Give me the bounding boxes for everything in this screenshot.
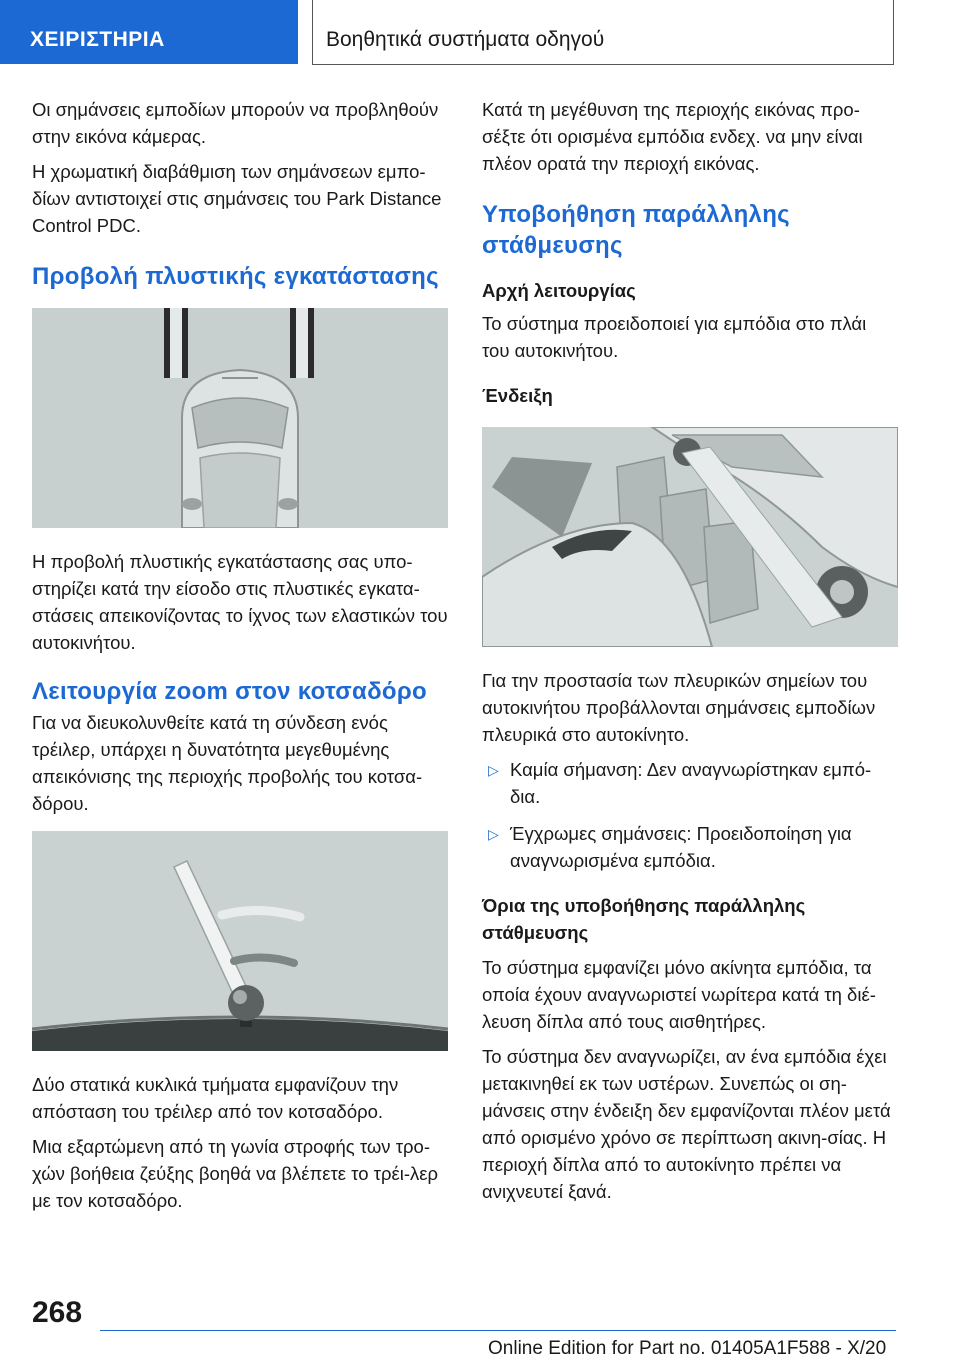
header-underline (312, 64, 894, 65)
header-divider-right (893, 0, 894, 64)
list-item (482, 756, 898, 810)
heading-car-wash-view: Προβολή πλυστικής εγκατάστασης (32, 263, 439, 290)
heading-limits: Όρια της υποβοήθησης παράλληλης στάθμευσης (482, 895, 806, 943)
paragraph-zoom-note: Κατά τη μεγέθυνση της περιοχής εικόνας προ-σέξτε ότι ορισμένα εμπόδια ενδεχ. να μην είναι πλέον ορατά την περιοχή εικόνας. (482, 99, 863, 174)
footer-edition: Online Edition for Part no. 01405A1F588 - X/20 (488, 1338, 887, 1359)
paragraph-hitch-zoom: Για να διευκολυνθείτε κατά τη σύνδεση ενός τρέιλερ, υπάρχει η δυνατότητα μεγεθυμένης απεικόνισης της περιοχής προβολής του κοτσα-δόρου. (32, 712, 423, 814)
paragraph-principle: Το σύστημα προειδοποιεί για εμπόδια στο πλάι του αυτοκινήτου. (482, 313, 867, 361)
parking-assist-image (482, 427, 898, 647)
car-wash-view-image (32, 308, 448, 528)
chapter-title: Βοηθητικά συστήματα οδηγού (326, 28, 605, 51)
page-header (0, 0, 960, 66)
section-tab: ΧΕΙΡΙΣΤΗΡΙΑ (0, 0, 298, 64)
paragraph-car-wash-view: Η προβολή πλυστικής εγκατάστασης σας υπο-στηρίζει κατά την είσοδο στις πλυστικές εγκατα-στάσεις απεικονίζοντας το ίχνος των ελαστικών του αυτοκινήτου. (32, 551, 448, 653)
hitch-zoom-image (32, 831, 448, 1051)
left-column (32, 96, 450, 1222)
bullet-list (482, 756, 898, 874)
right-column (482, 96, 898, 1213)
list-item (482, 820, 898, 874)
heading-hitch-zoom: Λειτουργία zoom στον κοτσαδόρο (32, 678, 428, 705)
bullet-text: Καμία σήμανση: Δεν αναγνωρίστηκαν εμπό-δια. (510, 759, 872, 807)
heading-principle: Αρχή λειτουργίας (482, 280, 636, 301)
paragraph-obstacle-markings: Οι σημάνσεις εμποδίων μπορούν να προβληθούν στην εικόνα κάμερας. (32, 99, 439, 147)
paragraph-limits-2: Το σύστημα δεν αναγνωρίζει, αν ένα εμπόδια έχει μετακινηθεί εκ των υστέρων. Συνεπώς οι ση-μάνσεις στην ένδειξη δεν εμφανίζονται πλέον μετά από ορισμένο χρόνο σε περίπτωση ακινη-σίας. Η περιοχή δίπλα από το αυτοκίνητο πρέπει να ανιχνευτεί ξανά. (482, 1046, 891, 1202)
paragraph-dynamic-guide: Μια εξαρτώμενη από τη γωνία στροφής των τρο-χών βοήθεια ζεύξης βοηθά να βλέπετε το τρέι-λερ με τον κοτσαδόρο. (32, 1136, 439, 1211)
bullet-text: Έγχρωμες σημάνσεις: Προειδοποίηση για αναγνωρισμένα εμπόδια. (510, 823, 852, 871)
footer-divider (100, 1330, 896, 1331)
paragraph-static-arcs: Δύο στατικά κυκλικά τμήματα εμφανίζουν την απόσταση του τρέιλερ από τον κοτσαδόρο. (32, 1074, 399, 1122)
heading-display: Ένδειξη (482, 385, 553, 406)
paragraph-limits-1: Το σύστημα εμφανίζει μόνο ακίνητα εμπόδια, τα οποία έχουν αναγνωριστεί νωρίτερα κατά τη διέ-λευση δίπλα από τους αισθητήρες. (482, 957, 876, 1032)
page-number: 268 (32, 1296, 83, 1329)
heading-parking-assist: Υποβοήθηση παράλληλης στάθμευσης (482, 201, 790, 259)
triangle-bullet-icon: ▷ (488, 762, 499, 778)
triangle-bullet-icon: ▷ (488, 826, 499, 842)
paragraph-color-gradient: Η χρωματική διαβάθμιση των σημάνσεων εμπο-δίων αντιστοιχεί στις σημάνσεις του Park Distance Control PDC. (32, 161, 442, 236)
header-divider (312, 0, 313, 64)
paragraph-display: Για την προστασία των πλευρικών σημείων του αυτοκινήτου προβάλλονται σημάνσεις εμποδίων πλευρικά στο αυτοκίνητο. (482, 670, 876, 745)
